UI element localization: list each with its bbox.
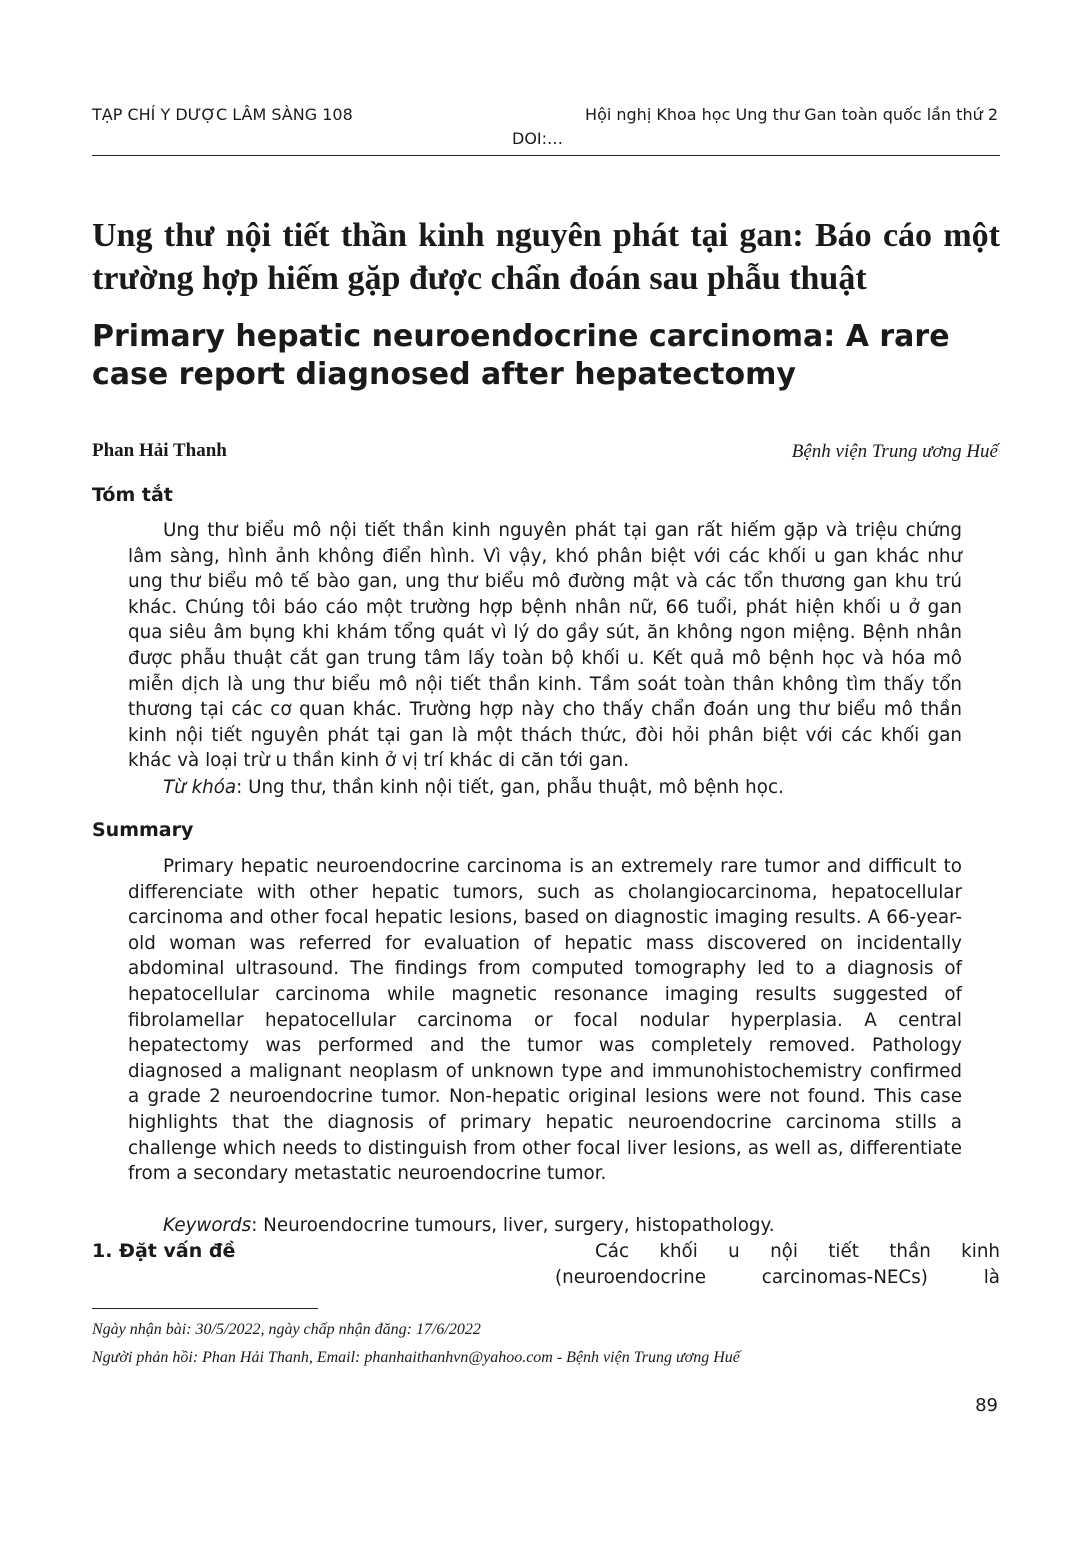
footnote-rule (92, 1308, 318, 1309)
intro-heading: 1. Đặt vấn đề (92, 1240, 236, 1262)
keywords-vn-list: : Ung thư, thần kinh nội tiết, gan, phẫu thuật, mô bệnh học. (236, 777, 784, 798)
conference-name: Hội nghị Khoa học Ung thư Gan toàn quốc lần thứ 2 (585, 105, 998, 124)
journal-name: TẠP CHÍ Y DƯỢC LÂM SÀNG 108 (92, 105, 353, 124)
keywords-en (163, 1213, 775, 1239)
title-vietnamese: Ung thư nội tiết thần kinh nguyên phát tại gan: Báo cáo một trường hợp hiếm gặp được chẩn đoán sau phẫu thuật (92, 217, 1000, 297)
abstract-en-heading: Summary (92, 819, 194, 841)
header-rule (92, 155, 1000, 156)
page-number: 89 (975, 1395, 998, 1416)
keywords-vn-label: Từ khóa (163, 777, 237, 798)
abstract-vn-heading: Tóm tắt (92, 484, 173, 506)
author: Phan Hải Thanh (92, 440, 227, 461)
keywords-vn (163, 775, 784, 801)
doi: DOI:… (512, 129, 564, 148)
abstract-vn-text: Ung thư biểu mô nội tiết thần kinh nguyên phát tại gan rất hiếm gặp và triệu chứng lâm sàng, hình ảnh không điển hình. Vì vậy, khó phân biệt với các khối u gan khác như ung thư biểu mô tế bào gan, ung thư biểu mô đường mật và các tổn thương gan khu trú khác. Chúng tôi báo cáo một trường hợp bệnh nhân nữ, 66 tuổi, phát hiện khối u ở gan qua siêu âm bụng khi khám tổng quát vì lý do gầy sút, ăn không ngon miệng. Bệnh nhân được phẫu thuật cắt gan trung tâm lấy toàn bộ khối u. Kết quả mô bệnh học và hóa mô miễn dịch là ung thư biểu mô nội tiết thần kinh. Tầm soát toàn thân không tìm thấy tổn thương tại các cơ quan khác. Trường hợp này cho thấy chẩn đoán ung thư biểu mô thần kinh nội tiết nguyên phát tại gan là một thách thức, đòi hỏi phân biệt với các khối gan khác và loại trừ u thần kinh ở vị trí khác di căn tới gan. (128, 520, 962, 772)
footnote-correspondence: Người phản hồi: Phan Hải Thanh, Email: phanhaithanhvn@yahoo.com - Bệnh viện Trung ương Huế (92, 1349, 740, 1366)
title-english: Primary hepatic neuroendocrine carcinoma: A rare case report diagnosed after hepatectomy (92, 319, 950, 392)
keywords-en-list: : Neuroendocrine tumours, liver, surgery, histopathology. (251, 1215, 775, 1236)
keywords-en-label: Keywords (163, 1215, 252, 1236)
affiliation: Bệnh viện Trung ương Huế (791, 441, 998, 462)
footnote-received: Ngày nhận bài: 30/5/2022, ngày chấp nhận đăng: 17/6/2022 (92, 1321, 481, 1338)
intro-text: Các khối u nội tiết thần kinh (neuroendocrine carcinomas-NECs) là (555, 1241, 1000, 1288)
abstract-en-text: Primary hepatic neuroendocrine carcinoma is an extremely rare tumor and difficult to differenciate with other hepatic tumors, such as cholangiocarcinoma, hepatocellular carcinoma and other focal hepatic lesions, based on diagnostic imaging results. A 66-year-old woman was referred for evaluation of hepatic mass discovered on incidentally abdominal ultrasound. The findings from computed tomography led to a diagnosis of hepatocellular carcinoma while magnetic resonance imaging results suggested of fibrolamellar hepatocellular carcinoma or focal nodular hyperplasia. A central hepatectomy was performed and the tumor was completely removed. Pathology diagnosed a malignant neoplasm of unknown type and immunohistochemistry confirmed a grade 2 neuroendocrine tumor. Non-hepatic original lesions were not found. This case highlights that the diagnosis of primary hepatic neuroendocrine carcinoma stills a challenge which needs to distinguish from other focal liver lesions, as well as, differentiate from a secondary metastatic neuroendocrine tumor. (128, 856, 962, 1185)
